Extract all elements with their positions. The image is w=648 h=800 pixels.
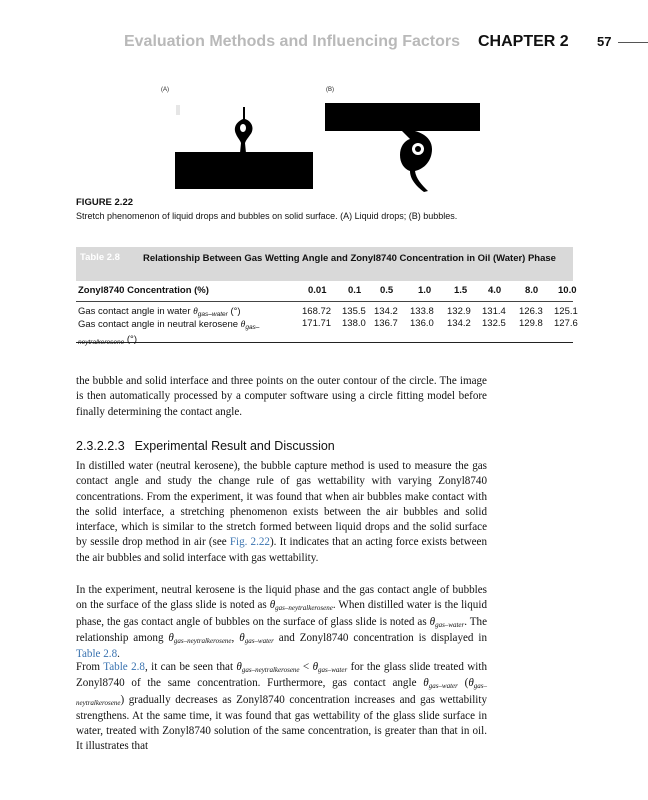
paragraph-1: the bubble and solid interface and three points on the outer contour of the circle. The image is then automatically processed by a computer software using a circle fitting model before finally determining the contact angle. [76,375,487,418]
table-column-header [76,281,577,302]
section-number: 2.3.2.2.3 [76,439,125,453]
paragraph-4: From Table 2.8, it can be seen that θgas–neytralkerosene < θgas–water for the glass slide treated with Zonyl8740 of the same concentration. Furthermore, gas contact angle θgas–water (θgas–neytralkerosene) gradually decreases as Zonyl8740 concentration increases and gas wettability strengthens. At the same time, it was found that gas wettability of the glass slide surface in water, treated with Zonyl8740 solution of the same concentration, is greater than that in oil. It illustrates that [76,661,488,753]
table-cell: 135.5 [342,306,366,317]
table-cell: 138.0 [342,318,366,329]
header-chapter: CHAPTER 2 [478,33,569,50]
row-label-kerosene: Gas contact angle in neutral kerosene $\theta_{gas-neytralkerosene}$ (°) [78,319,260,346]
table-cell: 125.1 [554,306,578,317]
table-title: Relationship Between Gas Wetting Angle and Zonyl8740 Concentration in Oil (Water) Phase [143,253,556,264]
table-body [76,302,578,346]
table-cell: 134.2 [447,318,471,329]
figure-link[interactable]: Fig. 2.22 [229,536,270,549]
table-cell: 134.2 [374,306,398,317]
col-header: 0.1 [348,285,362,296]
header-section-title: Evaluation Methods and Influencing Factors [123,33,460,50]
col-header: 4.0 [488,285,502,296]
table-cell: 129.8 [519,318,543,329]
figure-title: FIGURE 2.22 [76,197,134,208]
col-header: 10.0 [558,285,577,296]
table-cell: 136.0 [410,318,434,329]
section-title: Experimental Result and Discussion [134,439,335,453]
table-cell: 133.8 [410,306,434,317]
table-cell: 126.3 [519,306,543,317]
table-caption-bar [76,247,573,281]
table-cell: 171.71 [302,318,332,329]
table-cell: 132.5 [482,318,506,329]
header-rule [618,42,648,43]
col-header: 1.0 [418,285,432,296]
table-cell: 127.6 [554,318,578,329]
panel-a-label: (A) [161,87,169,93]
column-label: Zonyl8740 Concentration (%) [78,285,209,296]
page-number: 57 [597,34,612,49]
table-cell: 131.4 [482,306,506,317]
row-label-water: Gas contact angle in water $\theta_{gas-water}$ (°) [78,306,241,318]
table-cell: 168.72 [302,306,332,317]
table-cell: 132.9 [447,306,471,317]
table-2-8 [76,247,578,346]
table-link[interactable]: Table 2.8 [76,648,118,661]
paragraph-2: In distilled water (neutral kerosene), the bubble capture method is used to measure the gas contact angle and study the change rule of gas wettability with varying Zonyl8740 concentrations. From the experiment, it was found that when air bubbles make contact with the solid interface, a stretching phenomenon exists between the air bubbles and solid interface, which is similar to the stretch formed between liquid drops and the solid surface by sessile drop method in air (see Fig. 2.22). It indicates that an acting force exists between the air bubbles and solid interface with gas wettability. [76,460,487,564]
panel-b-bubble-image [325,103,480,192]
col-header: 8.0 [525,285,539,296]
figure-2-22-image [160,85,480,195]
table-cell: 136.7 [374,318,398,329]
table-link[interactable]: Table 2.8 [103,661,145,673]
running-header [0,33,648,53]
panel-b-label: (B) [326,87,334,93]
section-heading [76,439,335,453]
figure-caption: Stretch phenomenon of liquid drops and bubbles on solid surface. (A) Liquid drops; (B) bubbles. [76,211,458,221]
col-header: 0.5 [380,285,394,296]
table-number: Table 2.8 [80,252,120,263]
paragraph-3: In the experiment, neutral kerosene is the liquid phase and the gas contact angle of bubbles on the surface of the glass slide is noted as θgas–neytralkerosene. When distilled water is the liquid phase, the gas contact angle of bubbles on the surface of glass slide is noted as θgas–water. The relationship among θgas–neytralkerosene, θgas–water and Zonyl8740 concentration is displayed in Table 2.8. [76,584,488,661]
col-header: 1.5 [454,285,468,296]
panel-a-drop-image [175,105,313,189]
col-header: 0.01 [308,285,327,296]
